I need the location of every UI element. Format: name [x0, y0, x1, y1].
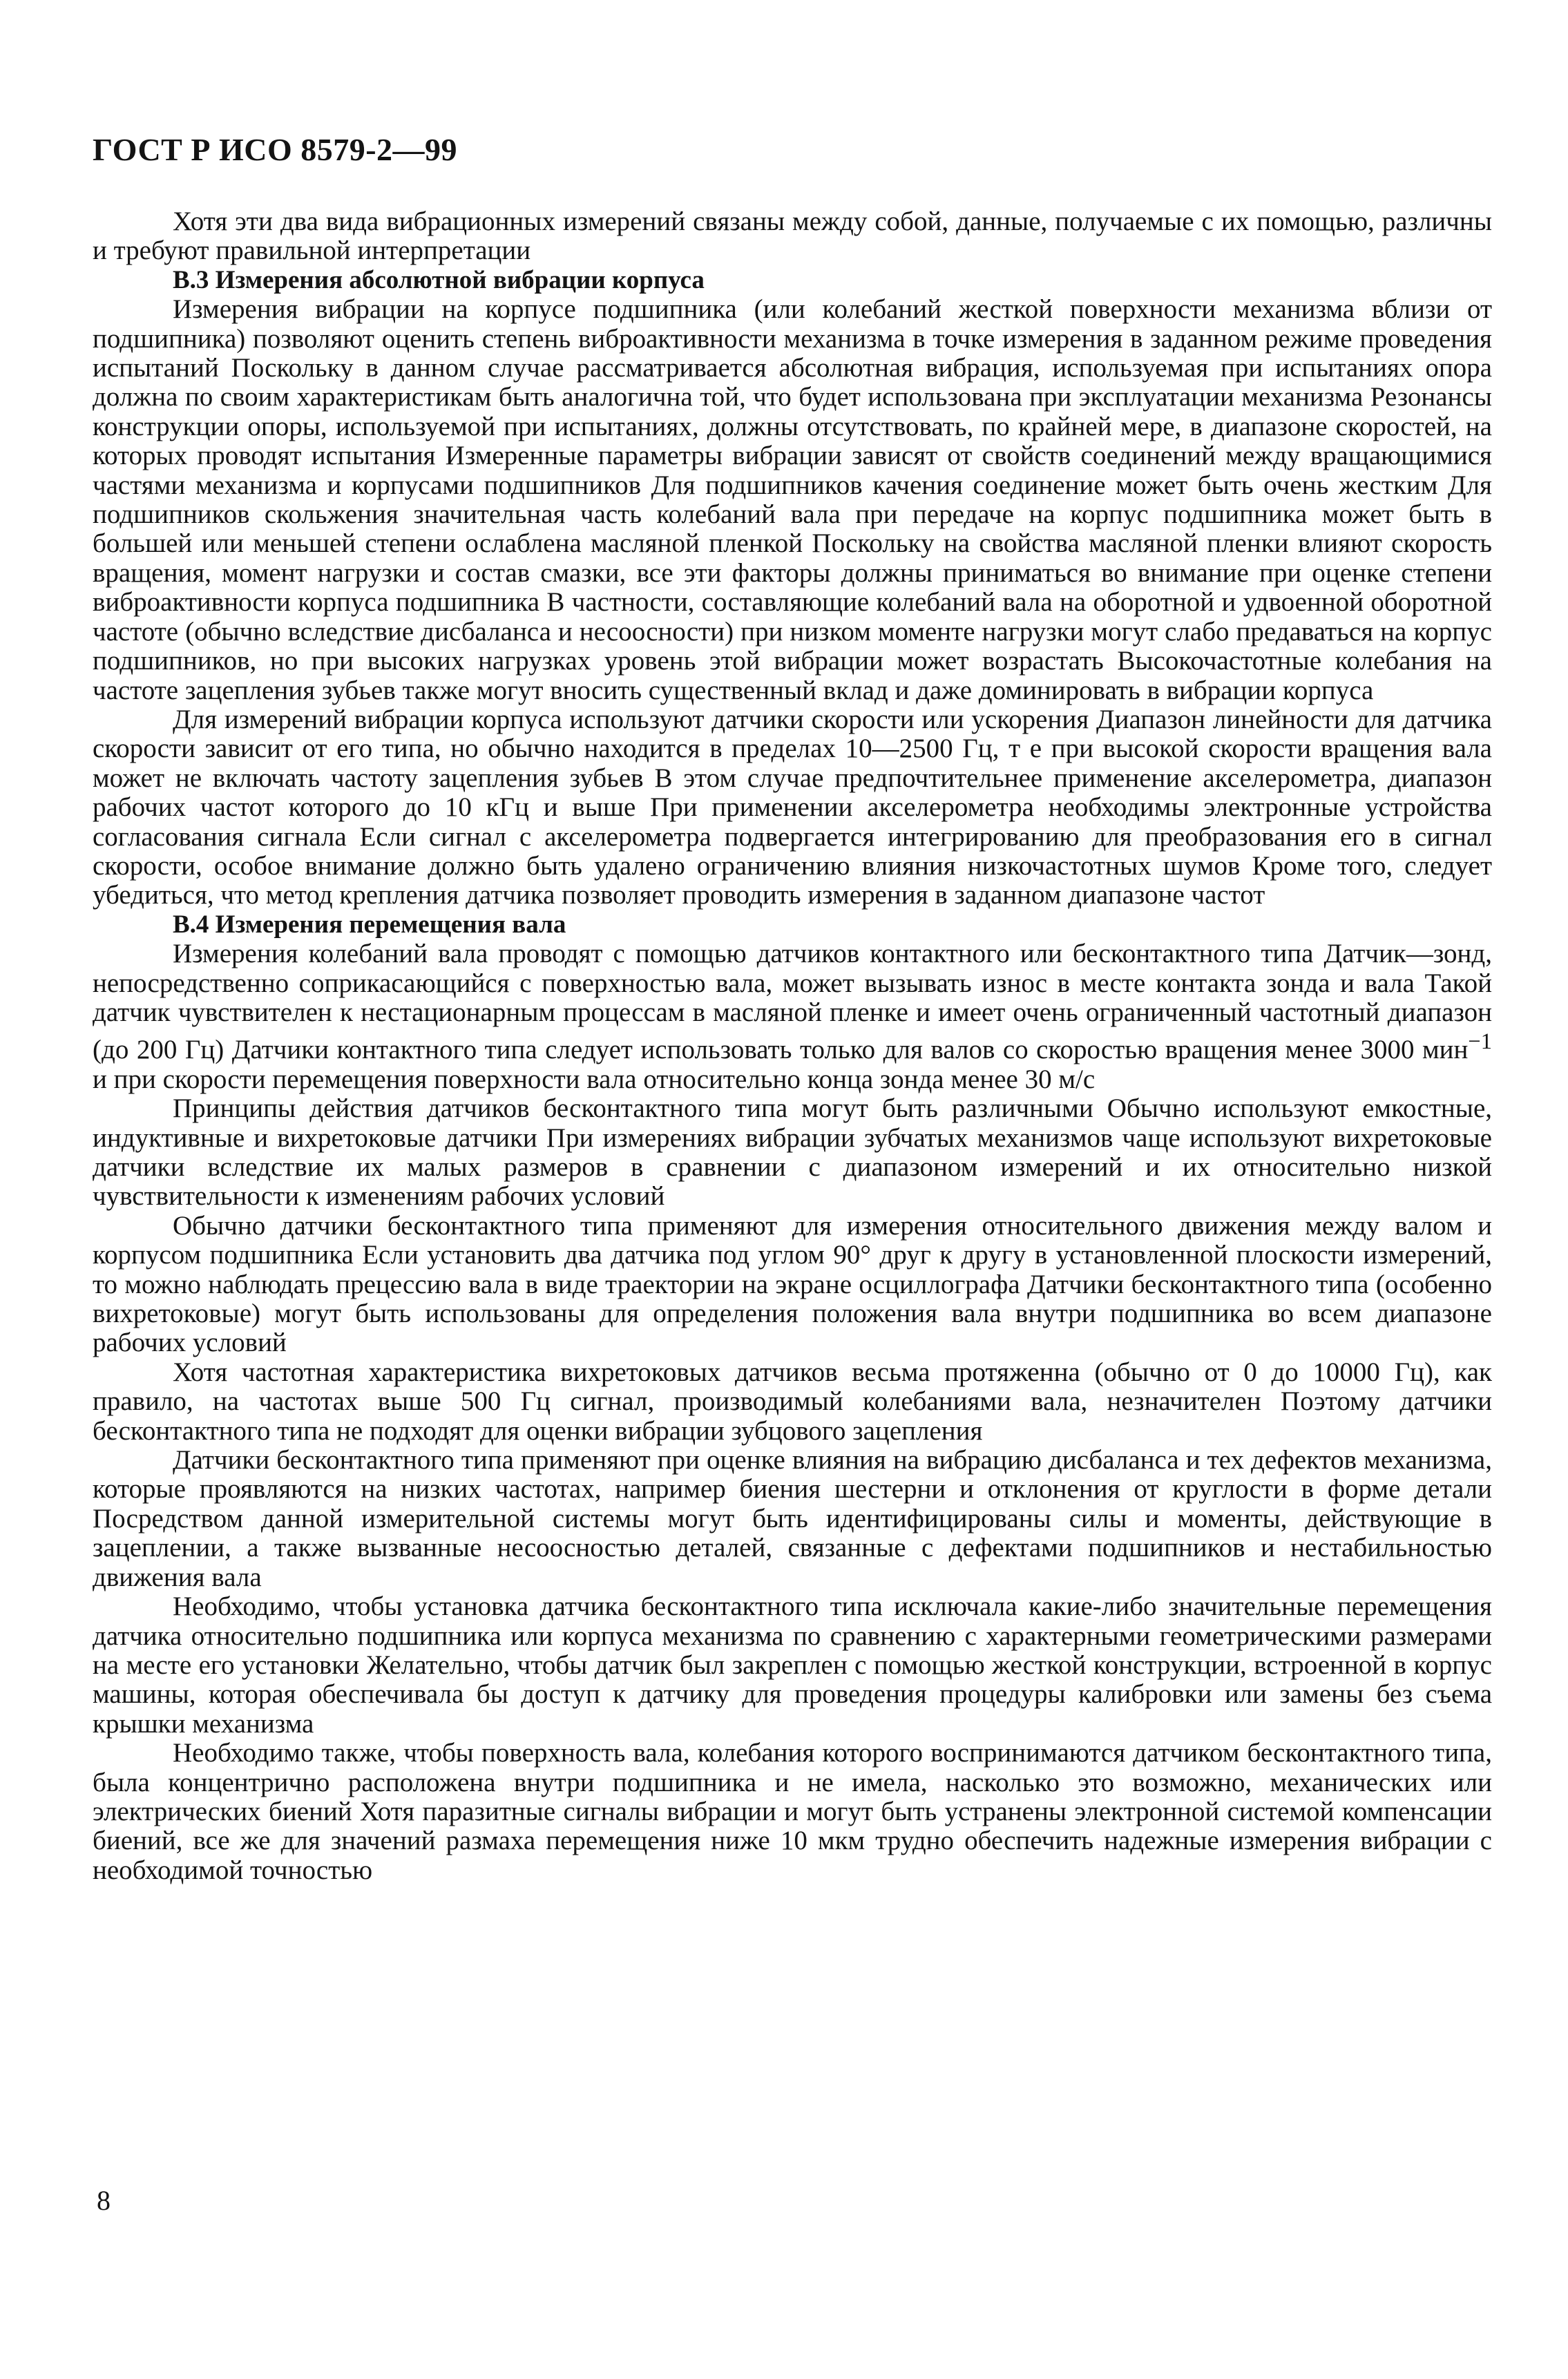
paragraph: Хотя частотная характеристика вихретоковых датчиков весьма протяженна (обычно от 0 до 10000 Гц), как правило, на частотах выше 500 Гц сигнал, производимый колебаниями вала, незначителен Поэтому датчики бесконтактного типа не подходят для оценки вибрации зубцового зацепления [93, 1357, 1492, 1446]
paragraph: Принципы действия датчиков бесконтактного типа могут быть различными Обычно используют емкостные, индуктивные и вихретоковые датчики При измерениях вибрации зубчатых механизмов чаще используют вихретоковые датчики вследствие их малых размеров в сравнении с диапазоном измерений и их относительно низкой чувствительности к изменениям рабочих условий [93, 1093, 1492, 1212]
paragraph: Необходимо также, чтобы поверхность вала, колебания которого воспринимаются датчиком бесконтактного типа, была концентрично расположена внутри подшипника и не имела, насколько это возможно, механических или электрических биений Хотя паразитные сигналы вибрации и могут быть устранены электронной системой компенсации биений, все же для значений размаха перемещения ниже 10 мкм трудно обеспечить надежные измерения вибрации с необходимой точностью [93, 1738, 1492, 1885]
paragraph [93, 939, 1492, 1094]
paragraph-text: Измерения колебаний вала проводят с помощью датчиков контактного или бесконтактного типа Датчик—зонд, непосредственно соприкасающийся с поверхностью вала, может вызывать износ в месте контакта зонда и вала Такой датчик чувствителен к нестационарным процессам в масляной пленке и имеет очень ограниченный частотный диапазон (до 200 Гц) Датчики контактного типа следует использовать только для валов со скоростью вращения менее 3000 мин [93, 939, 1492, 1065]
page-number: 8 [97, 2185, 111, 2216]
section-heading-b4: В.4 Измерения перемещения вала [173, 910, 566, 939]
paragraph: Измерения вибрации на корпусе подшипника (или колебаний жесткой поверхности механизма вблизи от подшипника) позволяют оценить степень виброактивности механизма в точке измерения в заданном режиме проведения испытаний Поскольку в данном случае рассматривается абсолютная вибрация, используемая при испытаниях опора должна по своим характеристикам быть аналогична той, что будет использована при эксплуатации механизма Резонансы конструкции опоры, используемой при испытаниях, должны отсутствовать, по крайней мере, в диапазоне скоростей, на которых проводят испытания Измеренные параметры вибрации зависят от свойств соединений между вращающимися частями механизма и корпусами подшипников Для подшипников качения соединение может быть очень жестким Для подшипников скольжения значительная часть колебаний вала при передаче на корпус подшипника может быть в большей или меньшей степени ослаблена масляной пленкой Поскольку на свойства масляной пленки влияют скорость вращения, момент нагрузки и состав смазки, все эти факторы должны приниматься во внимание при оценке степени виброактивности корпуса подшипника В частности, составляющие колебаний вала на оборотной и удвоенной оборотной частоте (обычно вследствие дисбаланса и несоосности) при низком моменте нагрузки могут слабо предаваться на корпус подшипников, но при высоких нагрузках уровень этой вибрации может возрастать Высокочастотные колебания на частоте зацепления зубьев также могут вносить существенный вклад и даже доминировать в вибрации корпуса [93, 294, 1492, 705]
paragraph-text: и при скорости перемещения поверхности вала относительно конца зонда менее 30 м/с [93, 1064, 1096, 1094]
paragraph: Для измерений вибрации корпуса используют датчики скорости или ускорения Диапазон линейности для датчика скорости зависит от его типа, но обычно находится в пределах 10—2500 Гц, т е при высокой скорости вращения вала может не включать частоту зацепления зубьев В этом случае предпочтительнее применение акселерометра, диапазон рабочих частот которого до 10 кГц и выше При применении акселерометра необходимы электронные устройства согласования сигнала Если сигнал с акселерометра подвергается интегрированию для преобразования его в сигнал скорости, особое внимание должно быть удалено ограничению влияния низкочастотных шумов Кроме того, следует убедиться, что метод крепления датчика позволяет проводить измерения в заданном диапазоне частот [93, 704, 1492, 910]
paragraph: Датчики бесконтактного типа применяют при оценке влияния на вибрацию дисбаланса и тех дефектов механизма, которые проявляются на низких частотах, например биения шестерни и отклонения от круглости в форме детали Посредством данной измерительной системы могут быть идентифицированы силы и моменты, действующие в зацеплении, а также вызванные несоосностью деталей, связанные с дефектами подшипников и нестабильностью движения вала [93, 1445, 1492, 1592]
superscript: −1 [1468, 1029, 1492, 1055]
document-header: ГОСТ Р ИСО 8579-2—99 [93, 132, 458, 167]
paragraph: Необходимо, чтобы установка датчика бесконтактного типа исключала какие-либо значительные перемещения датчика относительно подшипника или корпуса механизма по сравнению с характерными геометрическими размерами на месте его установки Желательно, чтобы датчик был закреплен с помощью жесткой конструкции, встроенной в корпус машины, которая обеспечивала бы доступ к датчику для проведения процедуры калибровки или замены без съема крышки механизма [93, 1592, 1492, 1739]
section-heading-b3: В.3 Измерения абсолютной вибрации корпуса [173, 265, 705, 294]
paragraph: Хотя эти два вида вибрационных измерений связаны между собой, данные, получаемые с их помощью, различны и требуют правильной интерпретации [93, 207, 1492, 266]
paragraph: Обычно датчики бесконтактного типа применяют для измерения относительного движения между валом и корпусом подшипника Если установить два датчика под углом 90° друг к другу в установленной плоскости измерений, то можно наблюдать прецессию вала в виде траектории на экране осциллографа Датчики бесконтактного типа (особенно вихретоковые) могут быть использованы для определения положения вала внутри подшипника во всем диапазоне рабочих условий [93, 1210, 1492, 1358]
document-body [93, 207, 1492, 1885]
